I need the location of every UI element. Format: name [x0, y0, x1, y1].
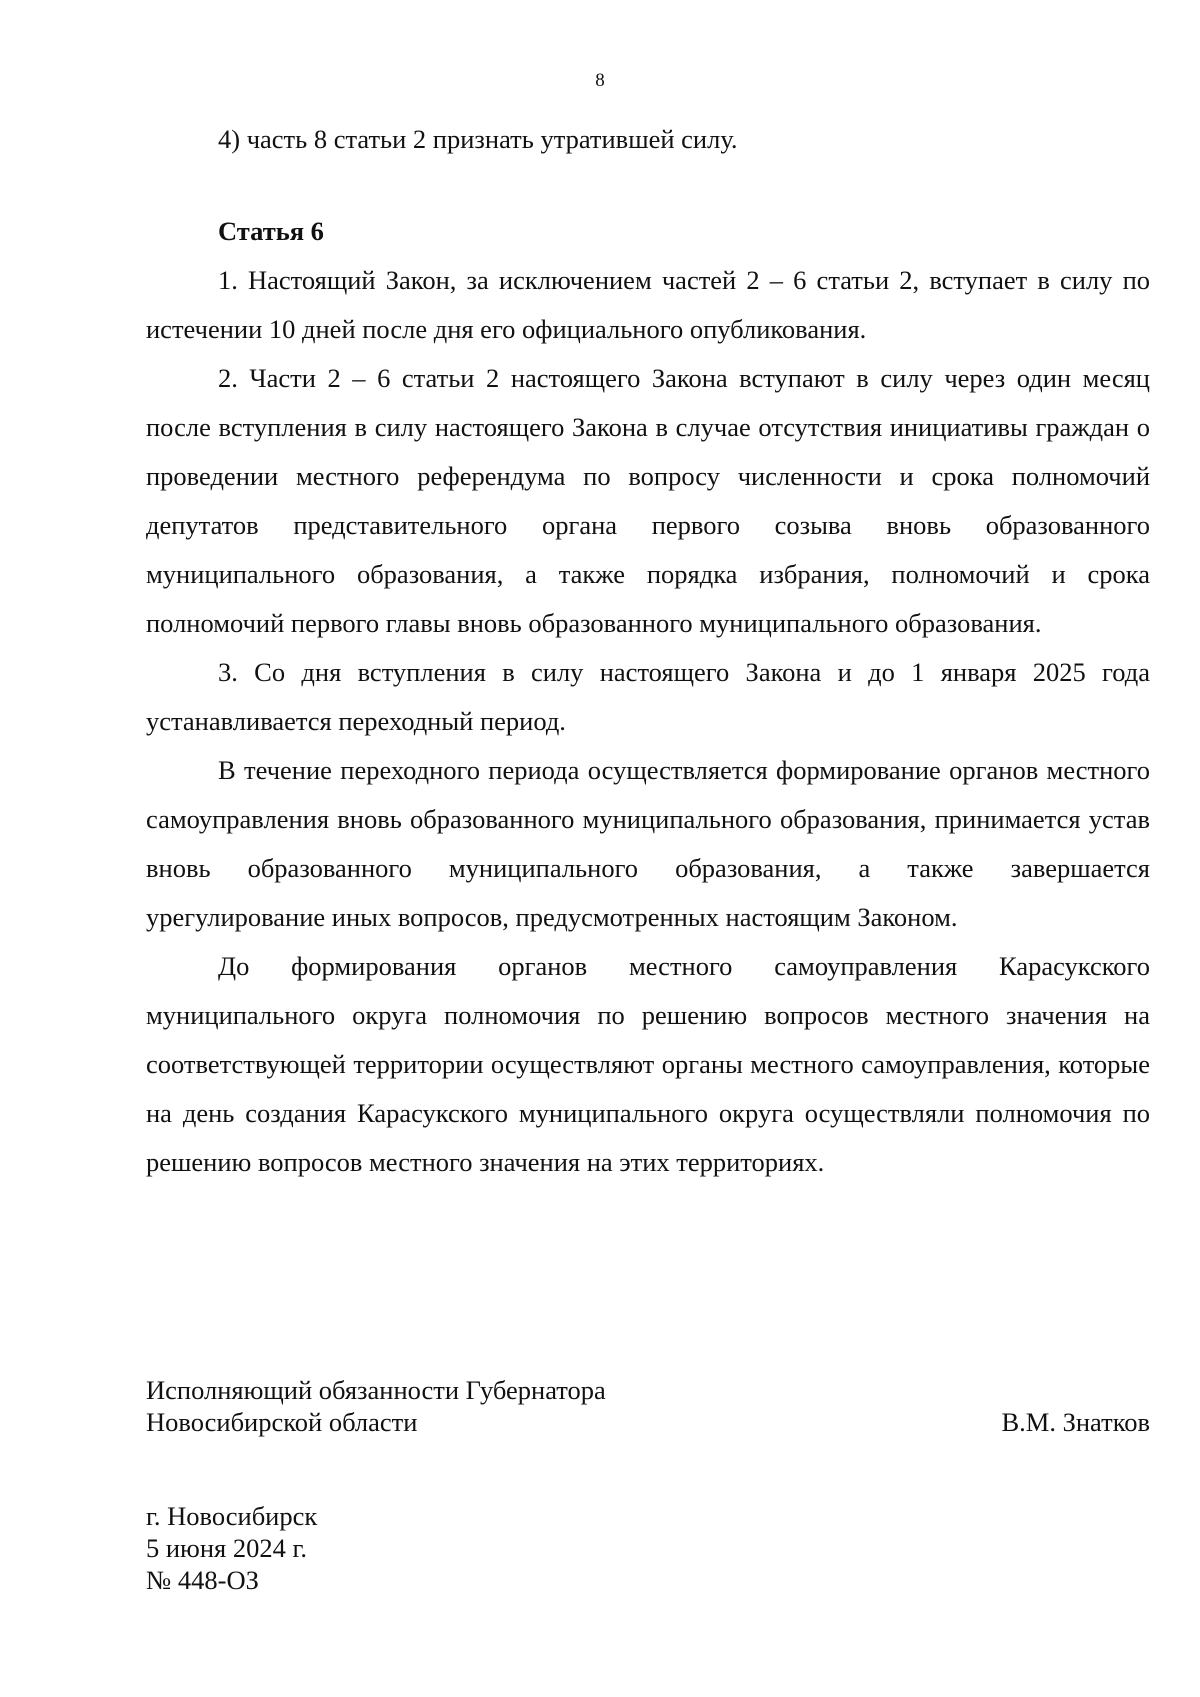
- article-heading: Статья 6: [218, 216, 324, 246]
- article-paragraph-4: В течение переходного периода осуществляется формирование органов местного самоуправления вновь образованного муниципального образования, принимается устав вновь образованного муниципального образования, а также завершается урегулирование иных вопросов, предусмотренных настоящим Законом.: [146, 755, 1150, 932]
- law-number: № 448-ОЗ: [146, 1565, 259, 1595]
- city: г. Новосибирск: [146, 1501, 318, 1531]
- signatory-name: В.М. Знатков: [1001, 1407, 1150, 1437]
- article-paragraph-3: 3. Со дня вступления в силу настоящего Закона и до 1 января 2025 года устанавливается переходный период.: [146, 657, 1150, 736]
- place-date-block: [146, 1500, 317, 1596]
- article-paragraph-5: До формирования органов местного самоуправления Карасукского муниципального округа полномочия по решению вопросов местного значения на соответствующей территории осуществляют органы местного самоуправления, которые на день создания Карасукского муниципального округа осуществляли полномочия по решению вопросов местного значения на этих территориях.: [146, 951, 1150, 1177]
- signatory-position-line1: Исполняющий обязанности Губернатора: [146, 1375, 606, 1405]
- signatory-position-line2: Новосибирской области: [146, 1407, 418, 1437]
- page-number: 8: [595, 70, 605, 91]
- article-paragraph-1: 1. Настоящий Закон, за исключением частей 2 – 6 статьи 2, вступает в силу по истечении 10 дней после дня его официального опубликования.: [146, 265, 1150, 344]
- intro-item: 4) часть 8 статьи 2 признать утратившей силу.: [218, 124, 738, 154]
- signature-row: [146, 1406, 1150, 1438]
- signature-block: [146, 1374, 1150, 1438]
- date: 5 июня 2024 г.: [146, 1533, 307, 1563]
- article-paragraph-2: 2. Части 2 – 6 статьи 2 настоящего Закона вступают в силу через один месяц после вступления в силу настоящего Закона в случае отсутствия инициативы граждан о проведении местного референдума по вопросу численности и срока полномочий депутатов представительного органа первого созыва вновь образованного муниципального образования, а также порядка избрания, полномочий и срока полномочий первого главы вновь образованного муниципального образования.: [146, 363, 1150, 638]
- document-body: [146, 115, 1150, 1187]
